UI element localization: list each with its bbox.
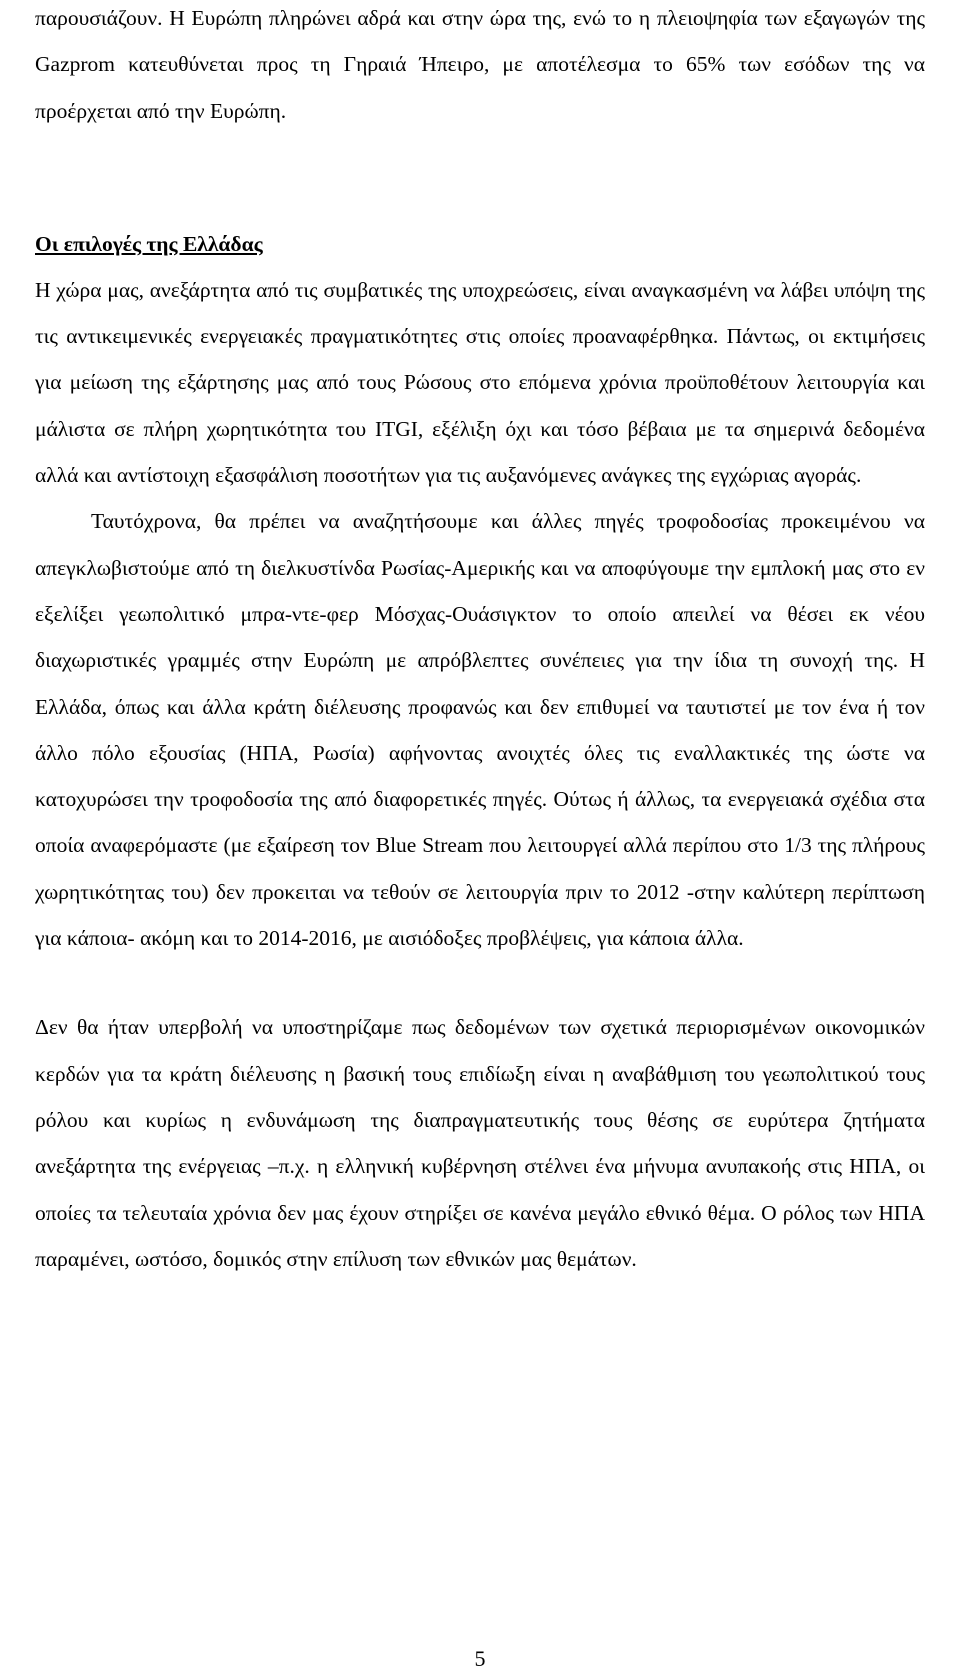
paragraph-transit-states-role: Δεν θα ήταν υπερβολή να υποστηρίζαμε πως δεδομένων των σχετικά περιορισμένων οικονομικών κερδών για τα κράτη διέλευσης η βασική τους επιδίωξη είναι η αναβάθμιση του γεωπολιτικού τους ρόλου και κυρίως η ενδυνάμωση της διαπραγματευτικής τους θέσης σε ευρύτερα ζητήματα ανεξάρτητα της ενέργειας –π.χ. η ελληνική κυβέρνηση στέλνει ένα μήνυμα ανυπακοής στις ΗΠΑ, οι οποίες τα τελευταία χρόνια δεν μας έχουν στηρίξει σε κανένα μεγάλο εθνικό θέμα. Ο ρόλος των ΗΠΑ παραμένει, ωστόσο, δομικός στην επίλυση των εθνικών μας θεμάτων. — [35, 1015, 925, 1271]
section-heading: Οι επιλογές της Ελλάδας — [35, 231, 263, 256]
paragraph-alternative-sources: Ταυτόχρονα, θα πρέπει να αναζητήσουμε και άλλες πηγές τροφοδοσίας προκειμένου να απεγκλωβιστούμε από τη διελκυστίνδα Ρωσίας-Αμερικής και να αποφύγουμε την εμπλοκή μας στο εν εξελίξει γεωπολιτικό μπρα-ντε-φερ Μόσχας-Ουάσιγκτον το οποίο απειλεί να θέσει εκ νέου διαχωριστικές γραμμές στην Ευρώπη με απρόβλεπτες συνέπειες για την ίδια τη συνοχή της. Η Ελλάδα, όπως και άλλα κράτη διέλευσης προφανώς και δεν επιθυμεί να ταυτιστεί με τον ένα ή τον άλλο πόλο εξουσίας (ΗΠΑ, Ρωσία) αφήνοντας ανοιχτές όλες τις εναλλακτικές της ώστε να κατοχυρώσει την τροφοδοσία της από διαφορετικές πηγές. Ούτως ή άλλως, τα ενεργειακά σχέδια στα οποία αναφερόμαστε (με εξαίρεση τον Blue Stream που λειτουργεί αλλά περίπου στο 1/3 της πλήρους χωρητικότητας του) δεν προκειται να τεθούν σε λειτουργία πριν το 2012 -στην καλύτερη περίπτωση για κάποια- ακόμη και το 2014-2016, με αισιόδοξες προβλέψεις, για κάποια άλλα. — [35, 509, 925, 951]
paragraph-greek-energy-realities: Η χώρα μας, ανεξάρτητα από τις συμβατικές της υποχρεώσεις, είναι αναγκασμένη να λάβει υπόψη της τις αντικειμενικές ενεργειακές πραγματικότητες στις οποίες προαναφέρθηκα. Πάντως, οι εκτιμήσεις για μείωση της εξάρτησης μας από τους Ρώσους στο επόμενα χρόνια προϋποθέτουν λειτουργία και μάλιστα σε πλήρη χωρητικότητα του ITGI, εξέλιξη όχι και τόσο βέβαια με τα σημερινά δεδομένα αλλά και αντίστοιχη εξασφάλιση ποσοτήτων για τις αυξανόμενες ανάγκες της εγχώριας αγοράς. — [35, 277, 925, 488]
paragraph-gazprom-exports: παρουσιάζουν. Η Ευρώπη πληρώνει αδρά και στην ώρα της, ενώ το η πλειοψηφία των εξαγωγών της Gazprom κατευθύνεται προς τη Γηραιά Ήπειρο, με αποτέλεσμα το 65% των εσόδων της να προέρχεται από την Ευρώπη. — [35, 6, 925, 123]
document-body — [35, 0, 925, 1282]
page-number: 5 — [474, 1646, 486, 1671]
